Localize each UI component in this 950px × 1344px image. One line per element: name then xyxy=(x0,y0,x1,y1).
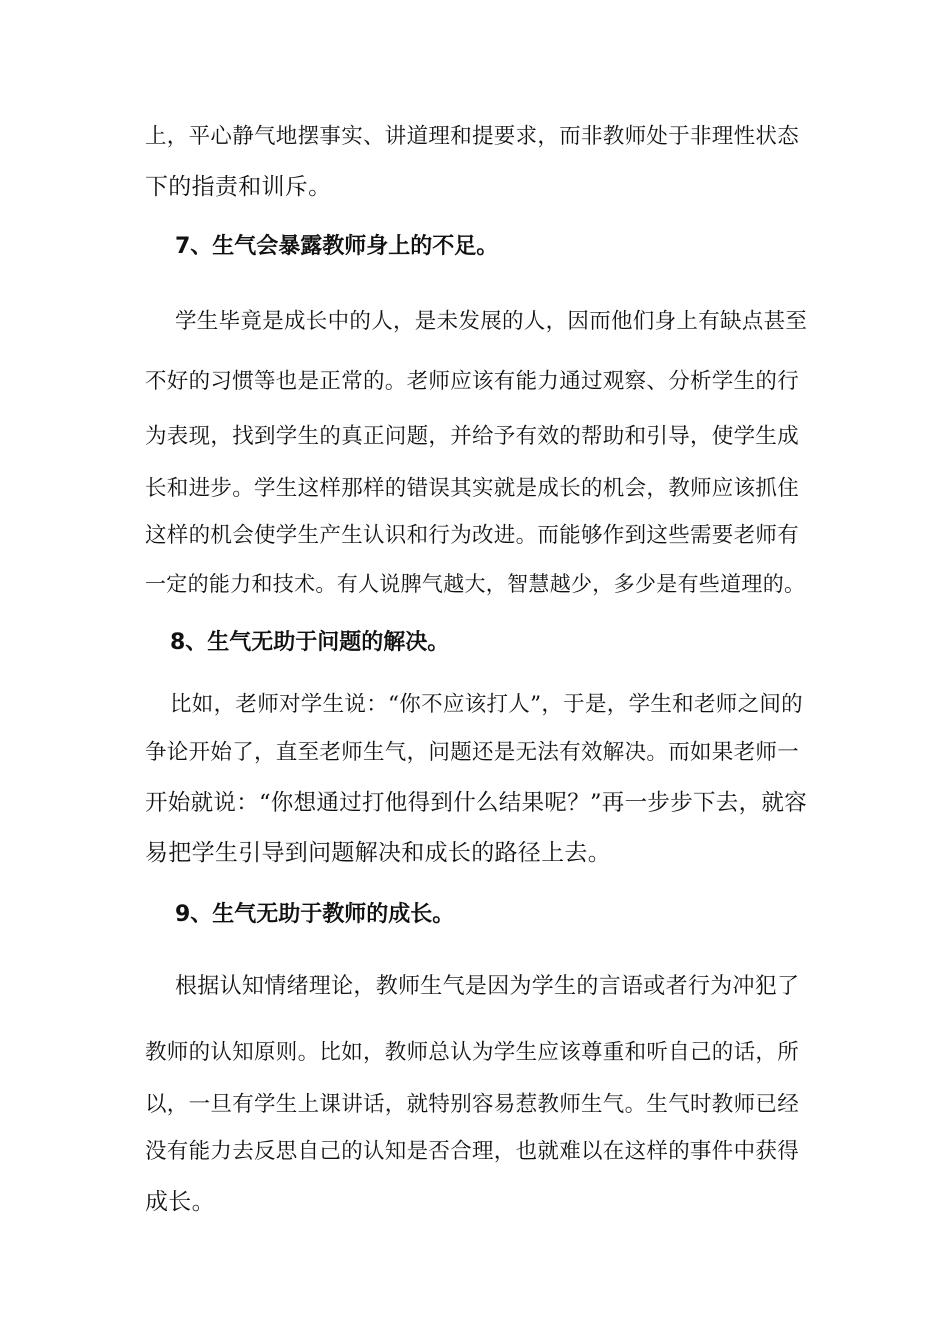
section-heading-7: 7、生气会暴露教师身上的不足。 xyxy=(175,234,499,259)
paragraph-line: 为表现，找到学生的真正问题，并给予有效的帮助和引导，使学生成 xyxy=(145,424,800,449)
paragraph-line: 以，一旦有学生上课讲话，就特别容易惹教师生气。生气时教师已经 xyxy=(145,1092,800,1117)
section-heading-8: 8、生气无助于问题的解决。 xyxy=(170,630,450,655)
paragraph-line: 易把学生引导到问题解决和成长的路径上去。 xyxy=(145,840,611,866)
section-heading-9: 9、生气无助于教师的成长。 xyxy=(175,902,455,927)
paragraph-line: 上，平心静气地摆事实、讲道理和提要求，而非教师处于非理性状态 xyxy=(145,124,800,149)
paragraph-line: 没有能力去反思自己的认知是否合理，也就难以在这样的事件中获得 xyxy=(145,1139,800,1164)
paragraph-line: 不好的习惯等也是正常的。老师应该有能力通过观察、分析学生的行 xyxy=(145,369,800,394)
paragraph-line: 成长。 xyxy=(145,1189,215,1215)
paragraph-line: 争论开始了，直至老师生气，问题还是无法有效解决。而如果老师一 xyxy=(145,740,800,765)
paragraph-line: 下的指责和训斥。 xyxy=(145,174,332,200)
paragraph-line: 教师的认知原则。比如，教师总认为学生应该尊重和听自己的话，所 xyxy=(145,1040,800,1065)
paragraph-line: 这样的机会使学生产生认识和行为改进。而能够作到这些需要老师有 xyxy=(145,523,800,548)
paragraph-line: 根据认知情绪理论，教师生气是因为学生的言语或者行为冲犯了 xyxy=(175,974,800,999)
paragraph-line: 一定的能力和技术。有人说脾气越大，智慧越少，多少是有些道理的。 xyxy=(145,572,806,596)
paragraph-line: 长和进步。学生这样那样的错误其实就是成长的机会，教师应该抓住 xyxy=(145,476,800,501)
paragraph-line: 比如，老师对学生说：“你不应该打人”，于是，学生和老师之间的 xyxy=(170,692,803,717)
paragraph-line: 开始就说：“你想通过打他得到什么结果呢？”再一步步下去，就容 xyxy=(145,790,808,816)
paragraph-line: 学生毕竟是成长中的人，是未发展的人，因而他们身上有缺点甚至 xyxy=(175,309,808,334)
